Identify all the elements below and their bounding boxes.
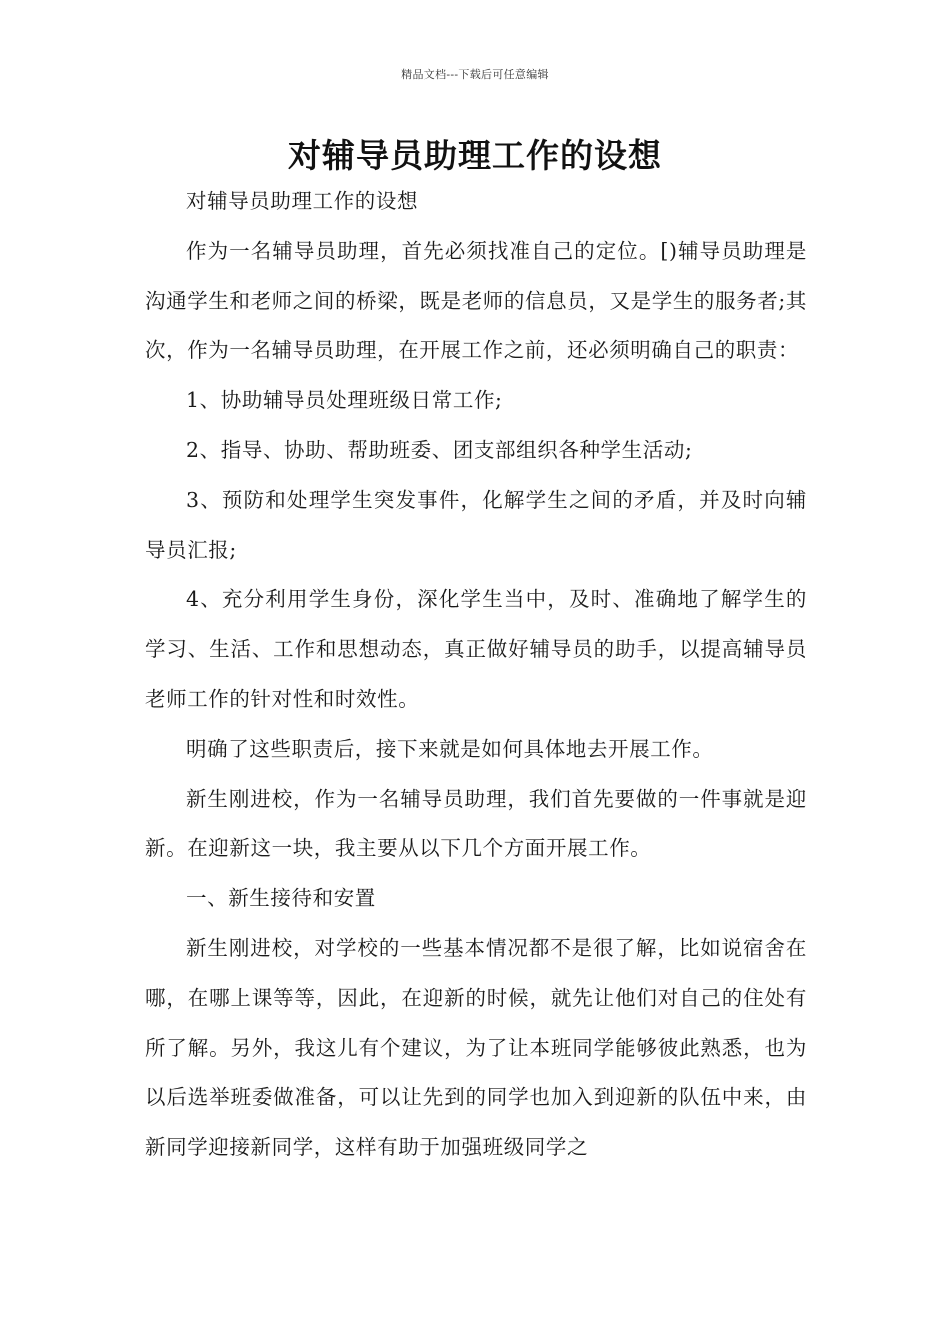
paragraph-subtitle: 对辅导员助理工作的设想 [186,189,419,213]
paragraph: 新生刚进校，对学校的一些基本情况都不是很了解，比如说宿舍在哪，在哪上课等等，因此，在迎新的时候，就先让他们对自己的住处有所了解。另外，我这儿有个建议，为了让本班同学能够彼此熟悉，也为以后选举班委做准备，可以让先到的同学也加入到迎新的队伍中来，由新同学迎接新同学，这样有助于加强班级同学之 [145,935,807,1160]
list-item-duty-2: 2、指导、协助、帮助班委、团支部组织各种学生活动; [186,437,693,462]
list-item-duty-1: 1、协助辅导员处理班级日常工作; [186,388,503,413]
paragraph: 新生刚进校，作为一名辅导员助理，我们首先要做的一件事就是迎新。在迎新这一块，我主要从以下几个方面开展工作。 [145,786,807,861]
list-item-duty-3: 3、预防和处理学生突发事件，化解学生之间的矛盾，并及时向辅导员汇报; [145,487,807,562]
document-title: 对辅导员助理工作的设想 [288,136,662,175]
paragraph: 作为一名辅导员助理，首先必须找准自己的定位。[)辅导员助理是沟通学生和老师之间的桥梁，既是老师的信息员，又是学生的服务者;其次，作为一名辅导员助理，在开展工作之前，还必须明确自己的职责： [145,238,807,363]
paragraph: 明确了这些职责后，接下来就是如何具体地去开展工作。 [186,736,714,761]
page-header: 精品文档---下载后可任意编辑 [401,68,549,81]
list-item-duty-4: 4、充分利用学生身份，深化学生当中，及时、准确地了解学生的学习、生活、工作和思想动态，真正做好辅导员的助手，以提高辅导员老师工作的针对性和时效性。 [145,587,807,711]
document-body [145,177,807,1173]
section-heading: 一、新生接待和安置 [186,886,376,911]
